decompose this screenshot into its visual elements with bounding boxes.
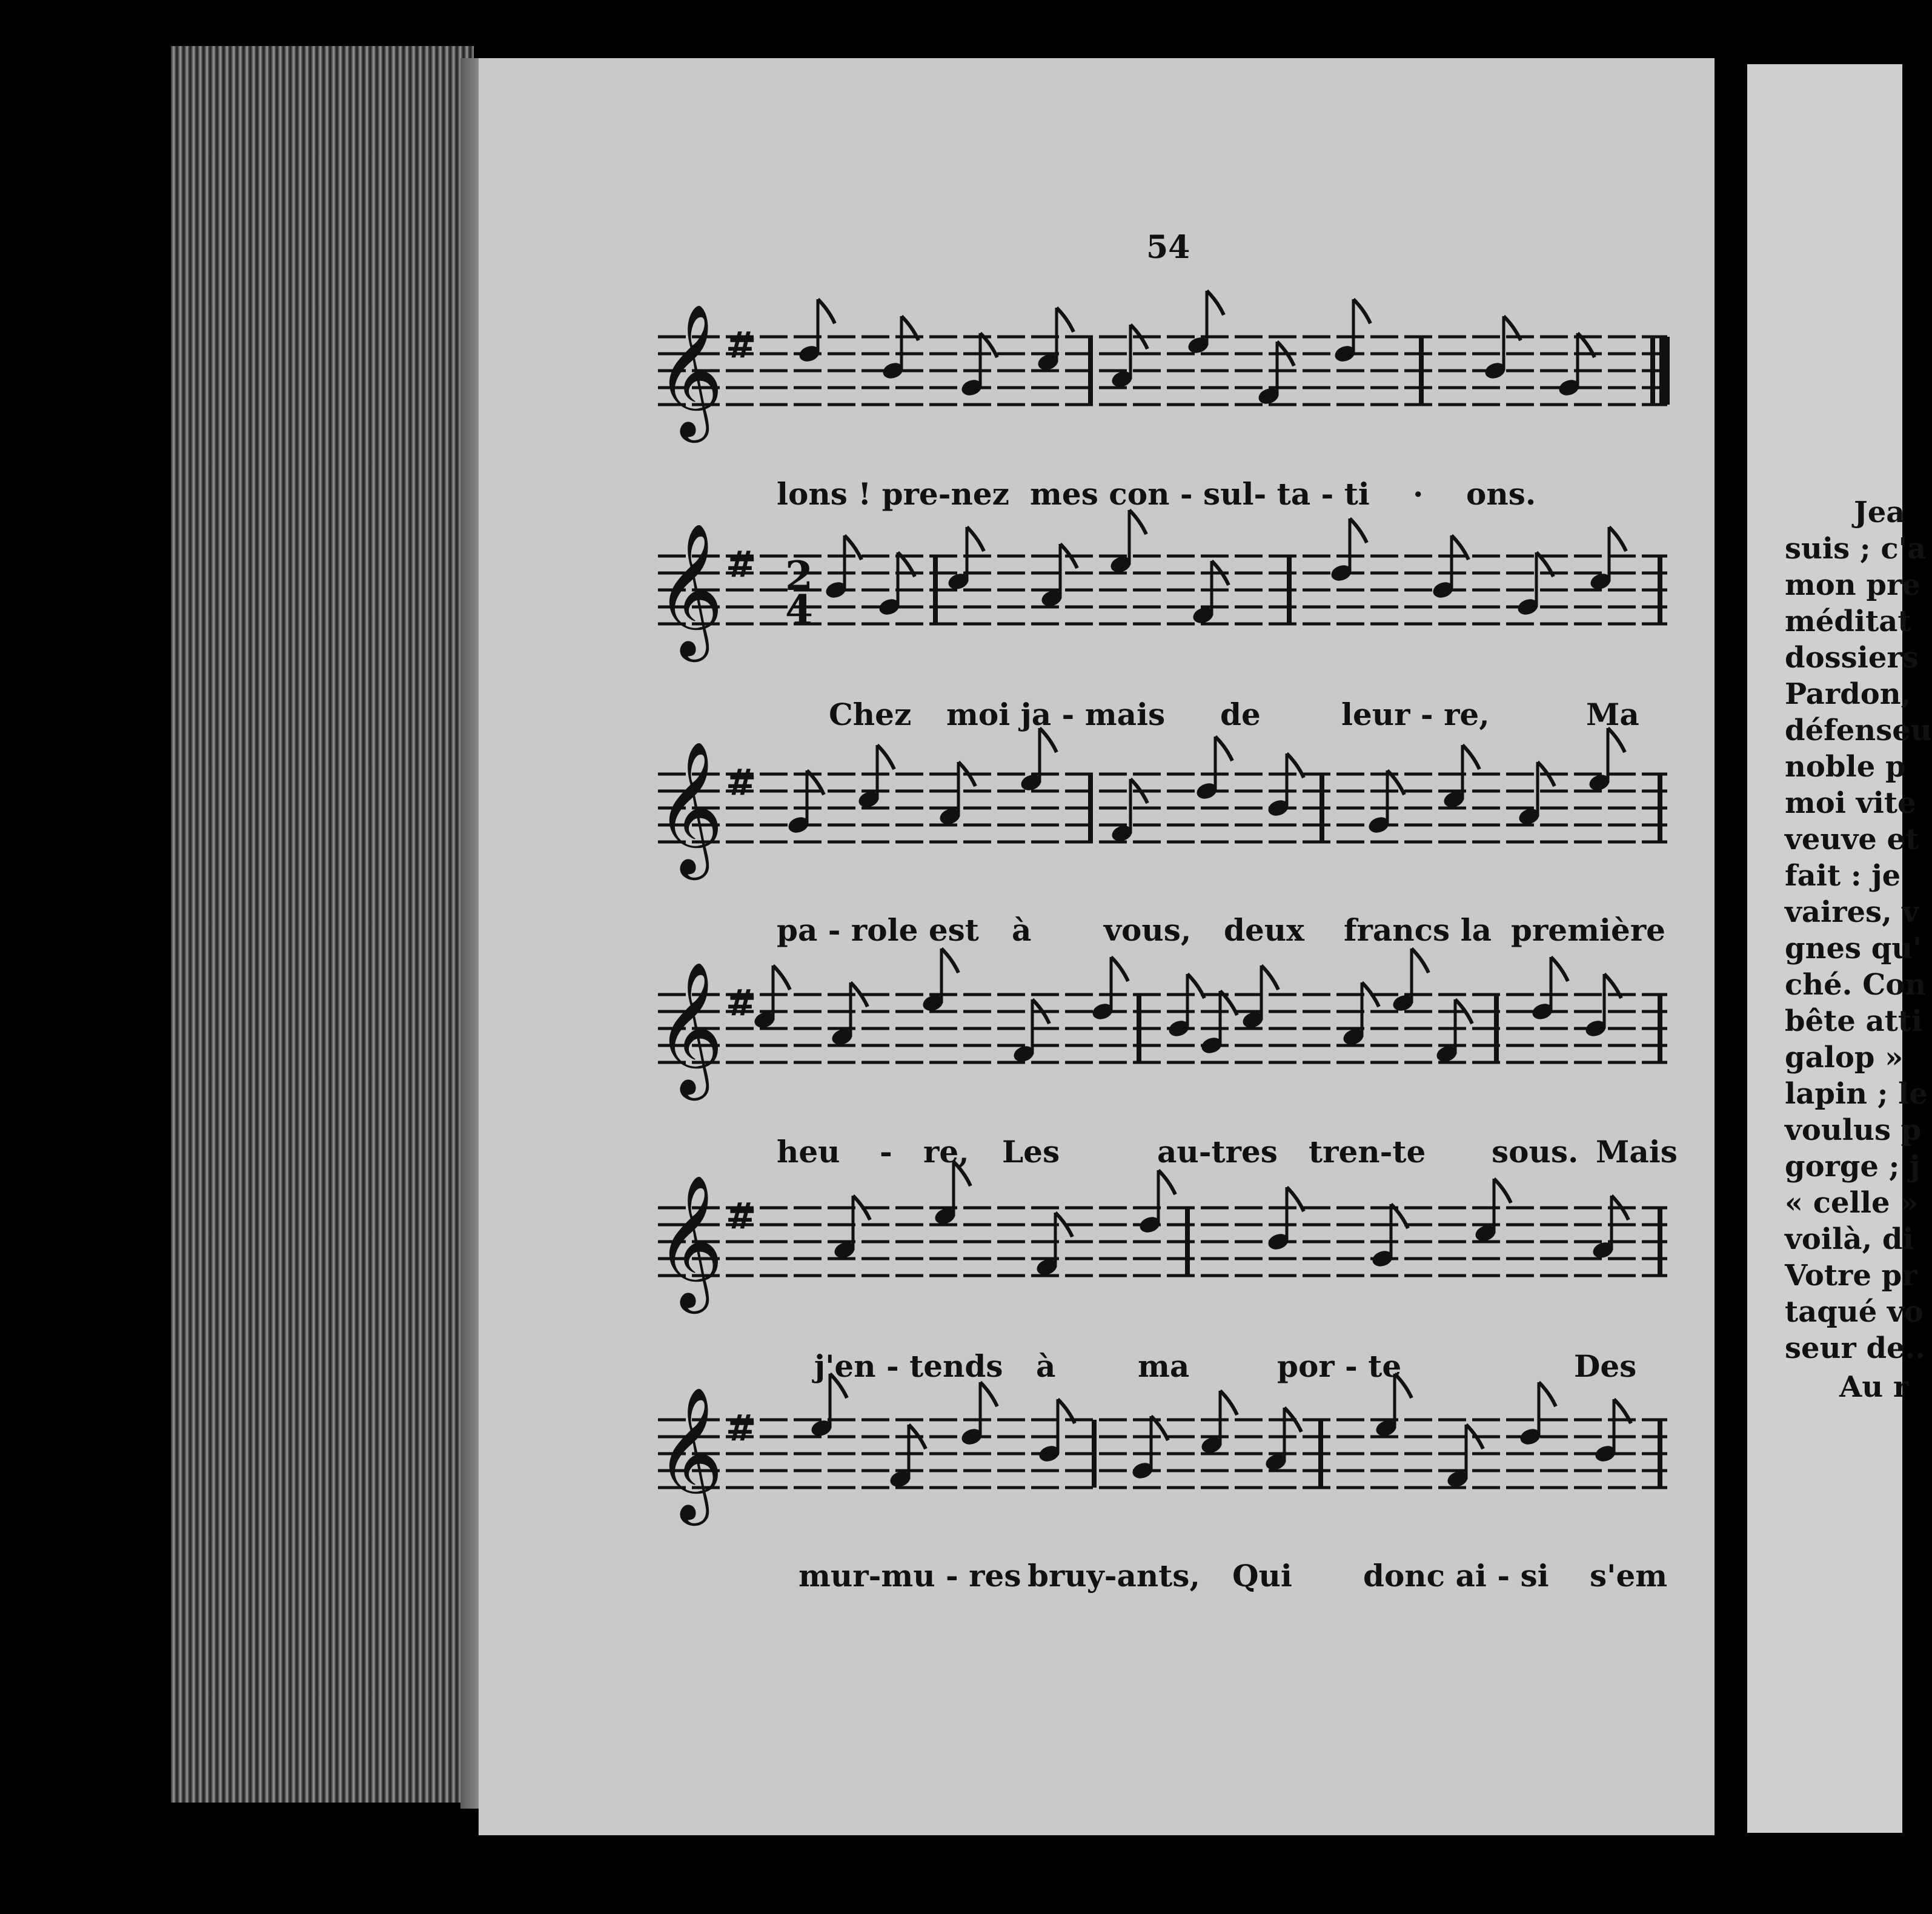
sharp-sign: # xyxy=(726,982,757,1024)
note-flag xyxy=(1412,949,1429,973)
lyric-syllable: Chez xyxy=(829,697,912,732)
right-text-line: voulus p xyxy=(1785,1113,1922,1147)
lyric-syllable: re, xyxy=(923,1134,969,1170)
lyric-syllable: francs la xyxy=(1344,912,1492,948)
note-flag xyxy=(967,527,984,551)
lyric-syllable: lons ! pre-nez xyxy=(777,476,1010,512)
lyric-syllable: au-tres xyxy=(1157,1134,1278,1170)
lyric-syllable: Ma xyxy=(1586,697,1639,732)
treble-clef: 𝄞 xyxy=(656,740,724,874)
lyric-syllable: s'em xyxy=(1590,1558,1668,1594)
lyric-syllable: mes con - sul- ta - ti xyxy=(1030,476,1370,512)
lyric-syllable: ma xyxy=(1138,1348,1190,1384)
lyric-syllable: donc ai - si xyxy=(1363,1558,1549,1594)
lyric-syllable: deux xyxy=(1224,912,1304,948)
note-flag xyxy=(1353,299,1370,323)
lyric-syllable: por - te xyxy=(1277,1348,1402,1384)
right-text-line: taqué vo xyxy=(1785,1295,1924,1329)
lyric-syllable: tren-te xyxy=(1309,1134,1426,1170)
lyric-syllable: · xyxy=(1413,476,1424,512)
note-flag xyxy=(1057,308,1074,332)
sharp-sign: # xyxy=(726,1195,757,1237)
note-flag xyxy=(1539,1382,1556,1406)
right-text-line: bête atti xyxy=(1785,1004,1923,1038)
note-flag xyxy=(1158,1170,1175,1194)
right-text-line: gnes qu' xyxy=(1785,932,1922,965)
lyric-syllable: Des xyxy=(1574,1348,1637,1384)
time-signature-top: 2 xyxy=(785,552,813,600)
lyric-syllable: bruy-ants, xyxy=(1027,1558,1200,1594)
right-text-line: vaires, v xyxy=(1785,895,1919,929)
right-text-line: moi vite xyxy=(1785,786,1916,820)
right-text-line: suis ; c'a xyxy=(1785,532,1927,566)
lyric-syllable: Les xyxy=(1002,1134,1060,1170)
right-text-line: Pardon, xyxy=(1785,677,1911,711)
lyric-syllable: Mais xyxy=(1596,1134,1678,1170)
lyric-syllable: Qui xyxy=(1232,1558,1292,1594)
right-text-line: galop » xyxy=(1785,1041,1904,1075)
note-flag xyxy=(1261,965,1278,990)
right-text-line: dossiers xyxy=(1785,641,1919,675)
right-text-line: noble p xyxy=(1785,750,1906,784)
note-flag xyxy=(1220,1391,1237,1415)
treble-clef: 𝄞 xyxy=(656,1386,724,1520)
time-signature-bottom: 4 xyxy=(785,586,813,634)
right-text-line: ché. Con xyxy=(1785,968,1927,1002)
note-flag xyxy=(980,1382,997,1406)
right-text-line: lapin ; le xyxy=(1785,1077,1928,1111)
lyric-syllable: à xyxy=(1012,912,1032,948)
note-flag xyxy=(1129,510,1146,534)
lyric-syllable: sous. xyxy=(1492,1134,1579,1170)
sharp-sign: # xyxy=(726,324,757,366)
sharp-sign: # xyxy=(726,543,757,586)
treble-clef: 𝄞 xyxy=(656,1174,724,1308)
note-flag xyxy=(818,299,835,323)
note-flag xyxy=(1215,737,1232,761)
right-text-line: gorge ; j xyxy=(1785,1150,1920,1184)
note-flag xyxy=(941,949,958,973)
lyric-syllable: à xyxy=(1036,1348,1056,1384)
note-flag xyxy=(1350,518,1367,543)
treble-clef: 𝄞 xyxy=(656,303,724,437)
note-flag xyxy=(1111,957,1128,981)
note-flag xyxy=(877,745,894,769)
lyric-syllable: - xyxy=(880,1134,892,1170)
right-text-line: Votre pr xyxy=(1785,1259,1917,1293)
lyric-syllable: pa - role est xyxy=(777,912,979,948)
lyric-syllable: de xyxy=(1220,697,1261,732)
lyric-syllable: leur - re, xyxy=(1341,697,1490,732)
note-flag xyxy=(1462,745,1479,769)
treble-clef: 𝄞 xyxy=(656,522,724,656)
right-text-line: Jea xyxy=(1854,495,1905,529)
right-text-line: fait : je xyxy=(1785,859,1901,893)
note-flag xyxy=(773,965,790,990)
note-flag xyxy=(1551,957,1568,981)
right-text-line: Au r xyxy=(1839,1370,1909,1404)
page-number: 54 xyxy=(1146,229,1190,266)
lyric-syllable: j'en - tends xyxy=(814,1348,1003,1384)
note-flag xyxy=(1207,291,1224,315)
right-text-line: « celle » xyxy=(1785,1186,1919,1220)
lyric-syllable: vous, xyxy=(1104,912,1192,948)
treble-clef: 𝄞 xyxy=(656,961,724,1094)
lyric-syllable: première xyxy=(1511,912,1665,948)
note-flag xyxy=(1494,1179,1511,1203)
lyric-syllable: heu xyxy=(777,1134,840,1170)
right-text-line: seur de.. xyxy=(1785,1331,1925,1365)
sharp-sign: # xyxy=(726,1407,757,1449)
right-text-line: voilà, di xyxy=(1785,1222,1914,1256)
lyric-syllable: mur-mu - res xyxy=(798,1558,1021,1594)
note-flag xyxy=(1609,527,1626,551)
lyric-syllable: moi ja - mais xyxy=(946,697,1166,732)
right-text-line: mon pre xyxy=(1785,568,1920,602)
sharp-sign: # xyxy=(726,761,757,804)
right-text-line: veuve et xyxy=(1785,823,1919,856)
lyric-syllable: ons. xyxy=(1466,476,1536,512)
right-text-line: méditat xyxy=(1785,604,1911,638)
right-text-line: défenseu xyxy=(1785,714,1932,747)
